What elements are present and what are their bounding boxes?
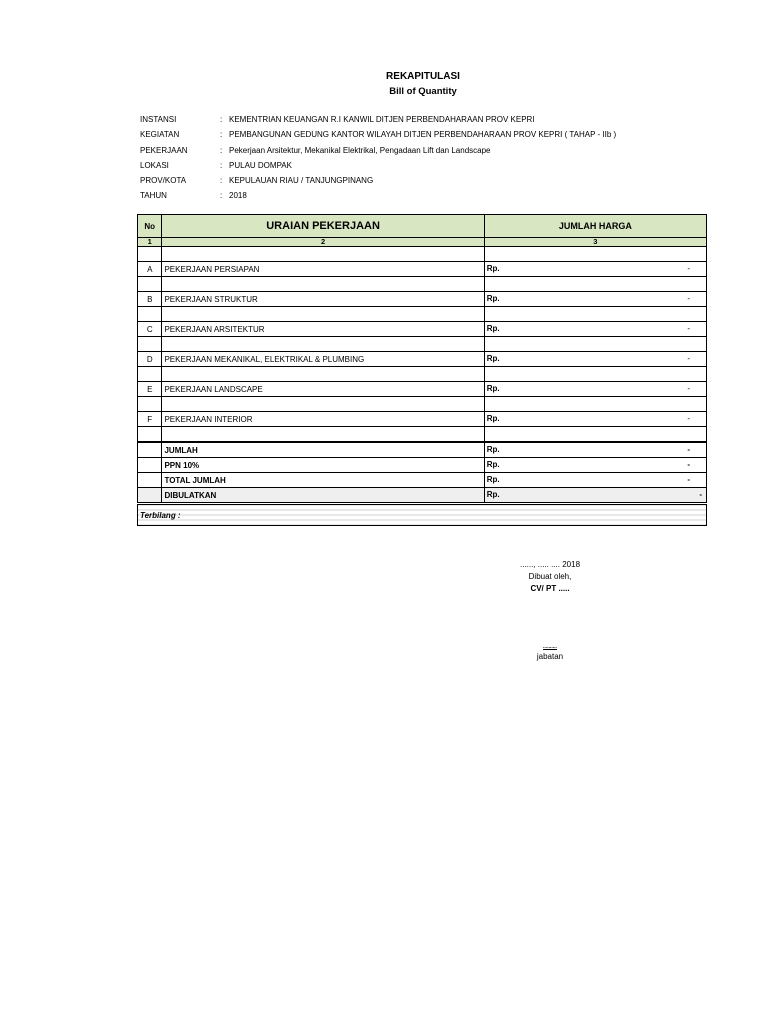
signature-position: jabatan [536,652,564,661]
ppn-label: PPN 10% [162,458,484,473]
total-price [484,473,706,488]
currency-label: Rp. [486,354,500,363]
table-row [138,322,707,337]
currency-label: Rp. [486,460,500,469]
price-value: - [687,324,690,333]
info-label: INSTANSI [140,115,177,124]
item-price [484,262,706,277]
item-no: A [138,262,162,277]
item-description: PEKERJAAN PERSIAPAN [162,262,484,277]
signature-made-by: Dibuat oleh, [528,572,572,581]
info-label: TAHUN [140,191,167,201]
item-no: E [138,382,162,397]
total-row [138,473,707,488]
signature-date: ......, ..... .... 2018 [519,560,581,569]
info-colon: : [220,145,223,155]
table-header-row [138,215,707,238]
blank-row [138,427,707,443]
ppn-price [484,458,706,473]
item-price [484,292,706,307]
info-value: PULAU DOMPAK [229,160,292,170]
currency-label: Rp. [486,264,500,273]
info-value: 2018 [229,191,247,201]
column-number: 3 [484,238,706,247]
info-colon: : [220,176,223,186]
price-value: - [687,354,690,363]
item-price [484,352,706,367]
info-value: PEMBANGUNAN GEDUNG KANTOR WILAYAH DITJEN PERBENDAHARAAN PROV KEPRI ( TAHAP - IIb ) [229,130,617,140]
item-description: PEKERJAAN LANDSCAPE [162,382,484,397]
column-number: 2 [162,238,484,247]
price-value: - [687,294,690,303]
info-colon: : [220,130,223,140]
item-description: PEKERJAAN ARSITEKTUR [162,322,484,337]
currency-label: Rp. [486,324,500,333]
jumlah-row [138,442,707,458]
item-no: B [138,292,162,307]
info-label: LOKASI [140,160,169,170]
blank-row [138,337,707,352]
info-label: PEKERJAAN [140,145,188,155]
header-no: No [138,215,162,238]
info-value: KEPULAUAN RIAU / TANJUNGPINANG [229,176,374,186]
currency-label: Rp. [486,414,500,423]
column-number: 1 [138,238,162,247]
dibulatkan-row [138,488,707,504]
bill-of-quantity-table [137,214,707,526]
blank-row [138,397,707,412]
item-description: PEKERJAAN INTERIOR [162,412,484,427]
total-label: TOTAL JUMLAH [162,473,484,488]
info-label: PROV/KOTA [140,176,187,186]
table-row [138,262,707,277]
header-description: URAIAN PEKERJAAN [162,215,484,238]
info-value: KEMENTRIAN KEUANGAN R.I KANWIL DITJEN PERBENDAHARAAN PROV KEPRI [229,115,535,124]
signature-company: CV/ PT ..... [530,584,570,593]
info-value: Pekerjaan Arsitektur, Mekanikal Elektrikal, Pengadaan Lift dan Landscape [229,145,491,155]
ppn-row [138,458,707,473]
table-row [138,382,707,397]
price-value: - [687,445,690,454]
blank-row [138,247,707,262]
info-label: KEGIATAN [140,130,180,140]
terbilang-row [138,504,707,526]
item-no: C [138,322,162,337]
price-value: - [687,475,690,484]
dibulatkan-price [484,488,706,504]
item-price [484,412,706,427]
dibulatkan-label: DIBULATKAN [162,488,484,504]
price-value: - [687,264,690,273]
currency-label: Rp. [486,445,500,454]
document-title: REKAPITULASI [386,71,460,82]
price-value: - [687,460,690,469]
price-value: - [687,384,690,393]
info-colon: : [220,191,223,201]
table-row [138,292,707,307]
terbilang-label: Terbilang : [138,504,707,526]
price-value: - [687,414,690,423]
item-no: F [138,412,162,427]
signature-name: .......... [543,644,557,650]
price-value: - [699,490,702,499]
info-colon: : [220,160,223,170]
currency-label: Rp. [486,490,500,499]
info-colon: : [220,115,223,124]
column-number-row [138,238,707,247]
table-row [138,352,707,367]
currency-label: Rp. [486,384,500,393]
jumlah-label: JUMLAH [162,442,484,458]
item-no: D [138,352,162,367]
header-price: JUMLAH HARGA [484,215,706,238]
item-price [484,382,706,397]
currency-label: Rp. [486,475,500,484]
item-description: PEKERJAAN MEKANIKAL, ELEKTRIKAL & PLUMBING [162,352,484,367]
blank-row [138,277,707,292]
jumlah-price [484,442,706,458]
item-description: PEKERJAAN STRUKTUR [162,292,484,307]
blank-row [138,367,707,382]
table-row [138,412,707,427]
document-subtitle: Bill of Quantity [389,86,457,97]
currency-label: Rp. [486,294,500,303]
item-price [484,322,706,337]
blank-row [138,307,707,322]
